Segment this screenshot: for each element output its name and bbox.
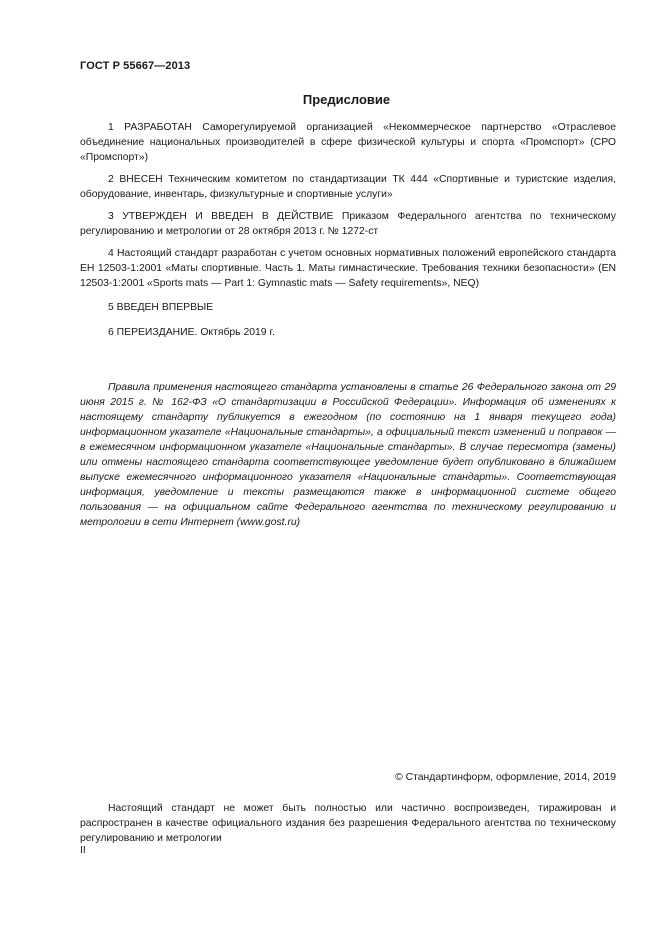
foreword-item-1 <box>80 120 616 165</box>
page-title: Предисловие <box>302 92 391 107</box>
foreword-item-text: 3 УТВЕРЖДЕН И ВВЕДЕН В ДЕЙСТВИЕ Приказом Федерального агентства по техническому регулированию и метрологии от 28 октября 2013 г. № 1272-ст <box>80 211 616 237</box>
copyright-line: © Стандартинформ, оформление, 2014, 2019 <box>395 772 616 783</box>
foreword-item-text: 4 Настоящий стандарт разработан с учетом основных нормативных положений европейского стандарта ЕН 12503-1:2001 «Маты спортивные. Часть 1. Маты гимнастические. Требования техники безопасности» (EN 12503-1:2001 «Sports mats — Part 1: Gymnastic mats — Safety requirements», NEQ) <box>80 248 616 289</box>
foreword-item-6 <box>80 325 616 340</box>
foreword-item-text: 6 ПЕРЕИЗДАНИЕ. Октябрь 2019 г. <box>108 327 275 338</box>
reproduction-notice-text: Настоящий стандарт не может быть полностью или частично воспроизведен, тиражирован и распространен в качестве официального издания без разрешения Федерального агентства по техническому регулированию и метрологии <box>80 803 616 844</box>
foreword-item-4 <box>80 246 616 291</box>
foreword-item-5 <box>80 300 616 315</box>
page-number: II <box>80 845 86 856</box>
reproduction-notice <box>80 801 616 846</box>
foreword-item-3 <box>80 209 616 239</box>
standard-notice-text: Правила применения настоящего стандарта установлены в статье 26 Федерального закона от 29 июня 2015 г. № 162-ФЗ «О стандартизации в Российской Федерации». Информация об изменениях к настоящему стандарту публикуется в ежегодном (по состоянию на 1 января текущего года) информационном указателе «Национальные стандарты», а официальный текст изменений и поправок — в ежемесячном информационном указателе «Национальные стандарты». В случае пересмотра (замены) или отмены настоящего стандарта соответствующее уведомление будет опубликовано в ближайшем выпуске ежемесячного информационного указателя «Национальные стандарты». Соответствующая информация, уведомление и тексты размещаются также в информационной системе общего пользования — на официальном сайте Федерального агентства по техническому регулированию и метрологии в сети Интернет (www.gost.ru) <box>80 382 616 528</box>
foreword-item-text: 5 ВВЕДЕН ВПЕРВЫЕ <box>108 302 214 313</box>
foreword-item-text: 2 ВНЕСЕН Техническим комитетом по стандартизации ТК 444 «Спортивные и туристские изделия, оборудование, инвентарь, физкультурные и спортивные услуги» <box>80 174 616 200</box>
foreword-item-text: 1 РАЗРАБОТАН Саморегулируемой организацией «Некоммерческое партнерство «Отраслевое объединение национальных производителей в сфере физической культуры и спорта «Промспорт» (СРО «Промспорт») <box>80 122 616 163</box>
standard-notice <box>80 380 616 530</box>
foreword-item-2 <box>80 172 616 202</box>
document-code: ГОСТ Р 55667—2013 <box>80 60 191 72</box>
